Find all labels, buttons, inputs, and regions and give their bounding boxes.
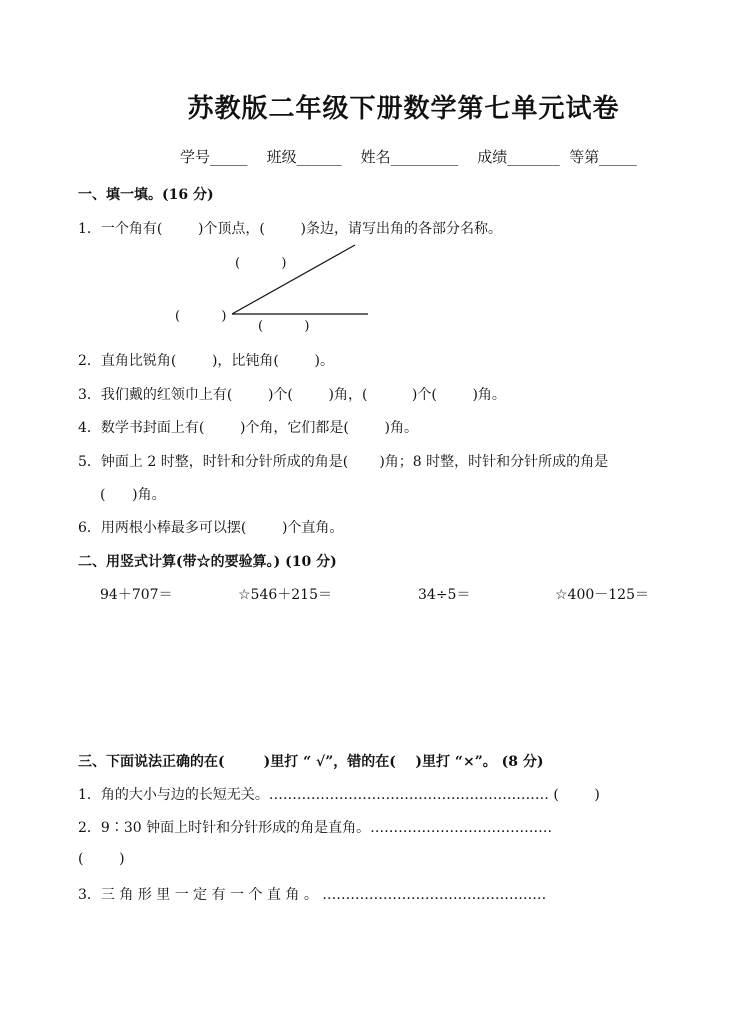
question-1: 1．一个角有( )个顶点，( )条边，请写出角的各部分名称。 [78,221,502,237]
section-2-heading: 二、用竖式计算(带☆的要验算。) (10 分) [78,554,337,570]
calc-problem-2: ☆546＋215＝ [238,587,332,603]
statement-2-line-2: ( ) [78,851,125,867]
question-5-line-1: 5．钟面上 2 时整，时针和分针所成的角是( )角；8 时整，时针和分针所成的角是 [78,454,609,470]
calc-problem-3: 34÷5＝ [418,587,471,603]
angle-label-vertex: ( ) [175,309,227,324]
question-2: 2．直角比锐角( )，比钝角( )。 [78,353,334,369]
question-4: 4．数学书封面上有( )个角，它们都是( )角。 [78,420,418,436]
page-title: 苏教版二年级下册数学第七单元试卷 [187,94,620,124]
question-6: 6．用两根小棒最多可以摆( )个直角。 [78,520,344,536]
angle-label-bottom-side: ( ) [258,319,310,334]
section-3-heading: 三、下面说法正确的在( )里打 “ √”，错的在( )里打 “×”。 (8 分) [78,754,544,770]
student-info-line: 学号_____ 班级______ 姓名_________ 成绩_______ 等第_____ [180,148,637,166]
statement-2-line-1: 2．9∶30 钟面上时针和分针形成的角是直角。………………………………… [78,820,553,836]
calc-problem-1: 94＋707＝ [100,587,173,603]
section-1-heading: 一、填一填。(16 分) [78,187,214,203]
angle-label-side: ( ) [235,256,287,271]
calc-problem-4: ☆400－125＝ [555,587,649,603]
question-3: 3．我们戴的红领巾上有( )个( )角，( )个( )角。 [78,387,506,403]
statement-3: 3．三 角 形 里 一 定 有 一 个 直 角 。 ………………………………………… [78,887,547,903]
question-5-line-2: ( )角。 [100,487,166,503]
statement-1: 1．角的大小与边的长短无关。…………………………………………………… ( ) [78,787,600,803]
